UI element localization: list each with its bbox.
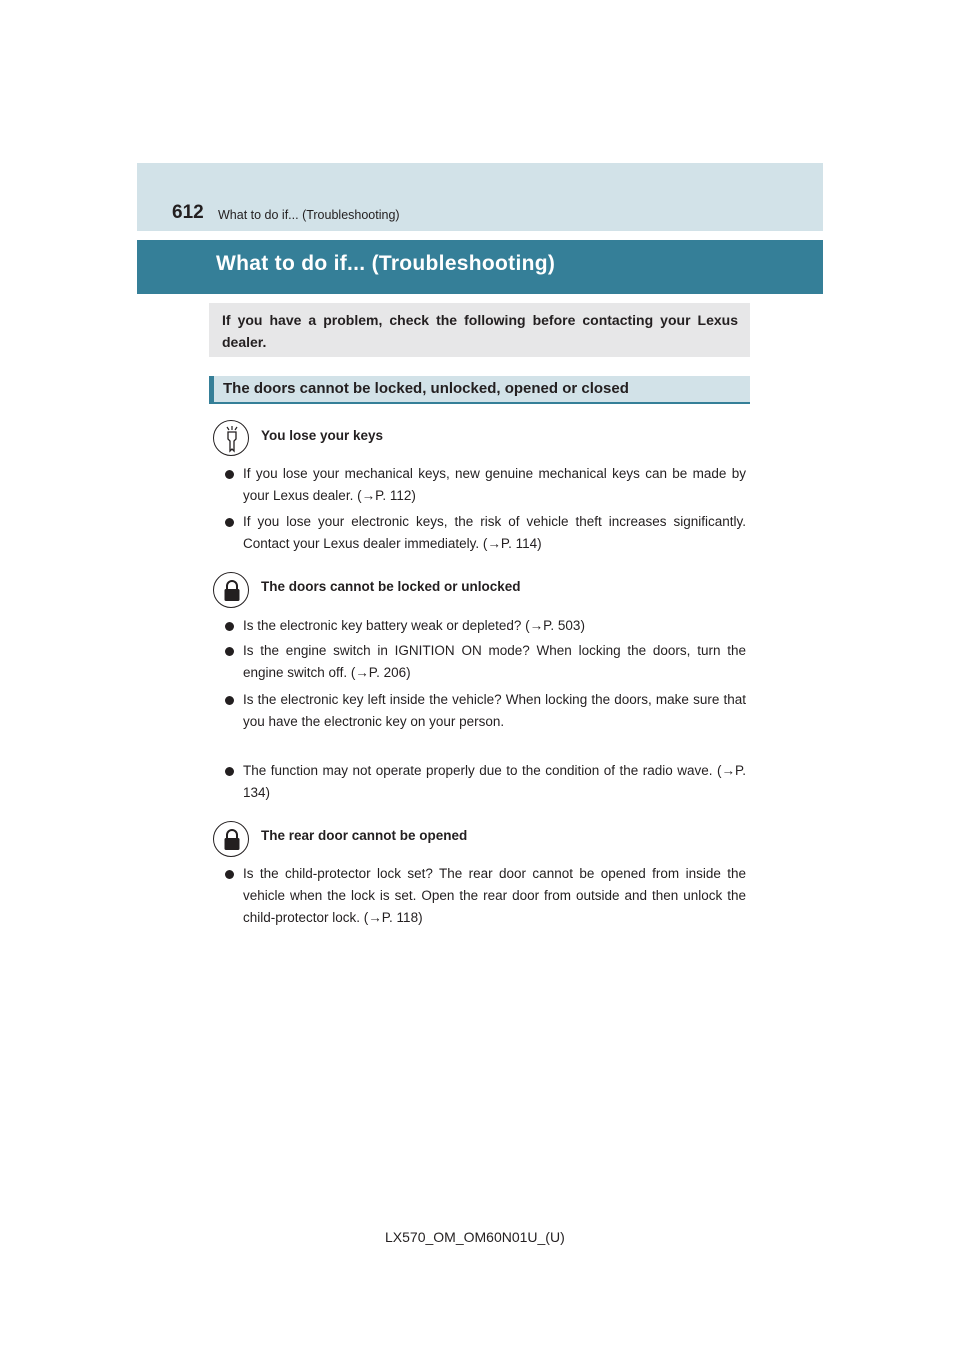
bullet-dot	[225, 870, 234, 879]
intro-box	[209, 303, 750, 357]
bullet-dot	[225, 767, 234, 776]
list-item-text: If you lose your mechanical keys, new genuine mechanical keys can be made by your Lexus dealer. (→P. 112)	[243, 466, 746, 503]
lock-icon	[213, 572, 249, 608]
section-heading-bar	[209, 376, 214, 404]
bullet-dot	[225, 647, 234, 656]
page-title: What to do if... (Troubleshooting)	[216, 252, 556, 275]
list-item	[225, 863, 746, 929]
running-head: What to do if... (Troubleshooting)	[218, 208, 400, 222]
list-item	[225, 760, 746, 804]
list-item-text: Is the child-protector lock set? The rear door cannot be opened from inside the vehicle when the lock is set. Open the rear door from outside and then unlock the child-protector lock. (→P. 118)	[243, 866, 746, 925]
page-number: 612	[172, 202, 204, 223]
list-item-text: Is the engine switch in IGNITION ON mode? When locking the doors, turn the engine switch off. (→P. 206)	[243, 643, 746, 680]
list-item-text: If you lose your electronic keys, the risk of vehicle theft increases significantly. Contact your Lexus dealer immediately. (→P. 114)	[243, 514, 746, 551]
list-item	[225, 640, 746, 684]
bullet-dot	[225, 696, 234, 705]
list-item-text: Is the electronic key left inside the vehicle? When locking the doors, make sure that you have the electronic key on your person.	[243, 692, 746, 729]
sub-heading-rear-door: The rear door cannot be opened	[261, 828, 468, 843]
list-item	[225, 511, 746, 555]
sub-heading-lose-keys: You lose your keys	[261, 428, 384, 443]
footer-doc-code: LX570_OM_OM60N01U_(U)	[385, 1229, 565, 1245]
bullet-dot	[225, 622, 234, 631]
list-item	[225, 689, 746, 733]
section-heading-text: The doors cannot be locked, unlocked, opened or closed	[223, 380, 629, 397]
bullet-dot	[225, 470, 234, 479]
title-bar	[137, 240, 823, 294]
section-heading	[209, 376, 750, 404]
list-item	[225, 463, 746, 507]
intro-text: If you have a problem, check the following before contacting your Lexus dealer.	[222, 312, 738, 350]
list-item	[225, 615, 746, 637]
sub-heading-doors-lock: The doors cannot be locked or unlocked	[261, 579, 521, 594]
list-item-text: Is the electronic key battery weak or depleted? (→P. 503)	[243, 618, 585, 633]
lock-icon	[213, 821, 249, 857]
list-item-text: The function may not operate properly due to the condition of the radio wave. (→P. 134)	[243, 763, 746, 800]
key-icon	[213, 420, 249, 456]
bullet-dot	[225, 518, 234, 527]
